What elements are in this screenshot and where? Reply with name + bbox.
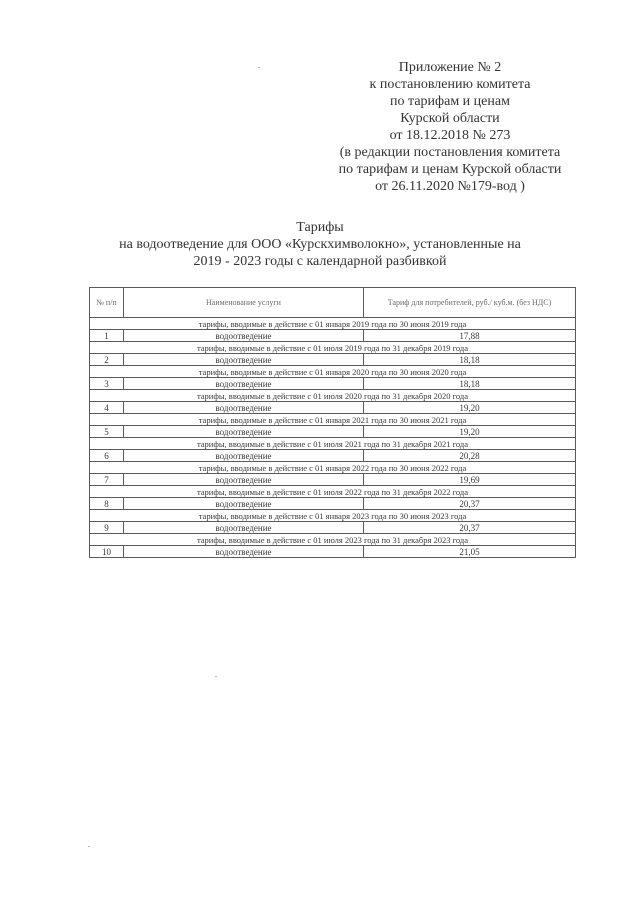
table-row <box>90 474 576 486</box>
period-label: тарифы, вводимые в действие с 01 января 2023 года по 30 июня 2023 года <box>90 510 576 522</box>
period-label: тарифы, вводимые в действие с 01 января 2019 года по 30 июня 2019 года <box>90 318 576 330</box>
row-service: водоотведение <box>124 426 364 438</box>
title-line: 2019 - 2023 годы с календарной разбивкой <box>193 254 447 269</box>
period-label: тарифы, вводимые в действие с 01 июля 2021 года по 31 декабря 2021 года <box>90 438 576 450</box>
period-row <box>90 414 576 426</box>
period-label: тарифы, вводимые в действие с 01 июля 2020 года по 31 декабря 2020 года <box>90 390 576 402</box>
period-label: тарифы, вводимые в действие с 01 января 2022 года по 30 июня 2022 года <box>90 462 576 474</box>
row-num: 4 <box>90 402 124 414</box>
row-service: водоотведение <box>124 498 364 510</box>
row-num: 9 <box>90 522 124 534</box>
appendix-header <box>300 59 600 195</box>
row-value: 17,88 <box>364 330 576 342</box>
table-row <box>90 378 576 390</box>
row-service: водоотведение <box>124 330 364 342</box>
table-row <box>90 498 576 510</box>
period-label: тарифы, вводимые в действие с 01 июля 2023 года по 31 декабря 2023 года <box>90 534 576 546</box>
period-row <box>90 390 576 402</box>
period-row <box>90 462 576 474</box>
row-service: водоотведение <box>124 402 364 414</box>
row-value: 18,18 <box>364 378 576 390</box>
table-row <box>90 450 576 462</box>
row-service: водоотведение <box>124 546 364 558</box>
row-service: водоотведение <box>124 450 364 462</box>
row-service: водоотведение <box>124 354 364 366</box>
row-value: 19,20 <box>364 426 576 438</box>
title-line: Тарифы <box>296 220 344 235</box>
scan-speck <box>215 676 217 677</box>
row-num: 1 <box>90 330 124 342</box>
appendix-line: (в редакции постановления комитета <box>339 145 561 160</box>
table-row <box>90 354 576 366</box>
appendix-line: по тарифам и ценам <box>390 94 510 109</box>
scan-speck <box>258 67 260 68</box>
row-num: 7 <box>90 474 124 486</box>
header-name: Наименование услуги <box>124 288 364 318</box>
row-num: 3 <box>90 378 124 390</box>
table-row <box>90 426 576 438</box>
row-value: 20,28 <box>364 450 576 462</box>
row-value: 19,20 <box>364 402 576 414</box>
table-row <box>90 330 576 342</box>
period-row <box>90 486 576 498</box>
table-row <box>90 402 576 414</box>
period-row <box>90 318 576 330</box>
period-row <box>90 438 576 450</box>
header-num: № п/п <box>90 288 124 318</box>
row-num: 10 <box>90 546 124 558</box>
appendix-line: к постановлению комитета <box>369 77 531 92</box>
period-label: тарифы, вводимые в действие с 01 июля 2019 года по 31 декабря 2019 года <box>90 342 576 354</box>
row-service: водоотведение <box>124 474 364 486</box>
row-num: 5 <box>90 426 124 438</box>
period-row <box>90 366 576 378</box>
period-row <box>90 342 576 354</box>
row-num: 6 <box>90 450 124 462</box>
table-row <box>90 522 576 534</box>
appendix-line: Приложение № 2 <box>398 60 502 75</box>
row-service: водоотведение <box>124 522 364 534</box>
row-value: 18,18 <box>364 354 576 366</box>
appendix-line: Курской области <box>400 111 500 126</box>
tariff-table <box>89 287 576 558</box>
period-label: тарифы, вводимые в действие с 01 июля 2022 года по 31 декабря 2022 года <box>90 486 576 498</box>
row-value: 20,37 <box>364 522 576 534</box>
table-row <box>90 546 576 558</box>
appendix-line: от 26.11.2020 №179-вод ) <box>375 179 525 194</box>
period-row <box>90 510 576 522</box>
document-title <box>60 219 580 270</box>
row-service: водоотведение <box>124 378 364 390</box>
appendix-line: по тарифам и ценам Курской области <box>338 162 562 177</box>
appendix-line: от 18.12.2018 № 273 <box>389 128 511 143</box>
title-line: на водоотведение для ООО «Курскхимволокно», установленные на <box>119 237 521 252</box>
row-value: 19,69 <box>364 474 576 486</box>
period-label: тарифы, вводимые в действие с 01 января 2020 года по 30 июня 2020 года <box>90 366 576 378</box>
table-header-row <box>90 288 576 318</box>
row-value: 20,37 <box>364 498 576 510</box>
scan-speck <box>88 846 90 847</box>
header-tariff: Тариф для потребителей, руб./ куб.м. (без НДС) <box>364 288 576 318</box>
row-value: 21,05 <box>364 546 576 558</box>
period-label: тарифы, вводимые в действие с 01 января 2021 года по 30 июня 2021 года <box>90 414 576 426</box>
row-num: 8 <box>90 498 124 510</box>
row-num: 2 <box>90 354 124 366</box>
period-row <box>90 534 576 546</box>
